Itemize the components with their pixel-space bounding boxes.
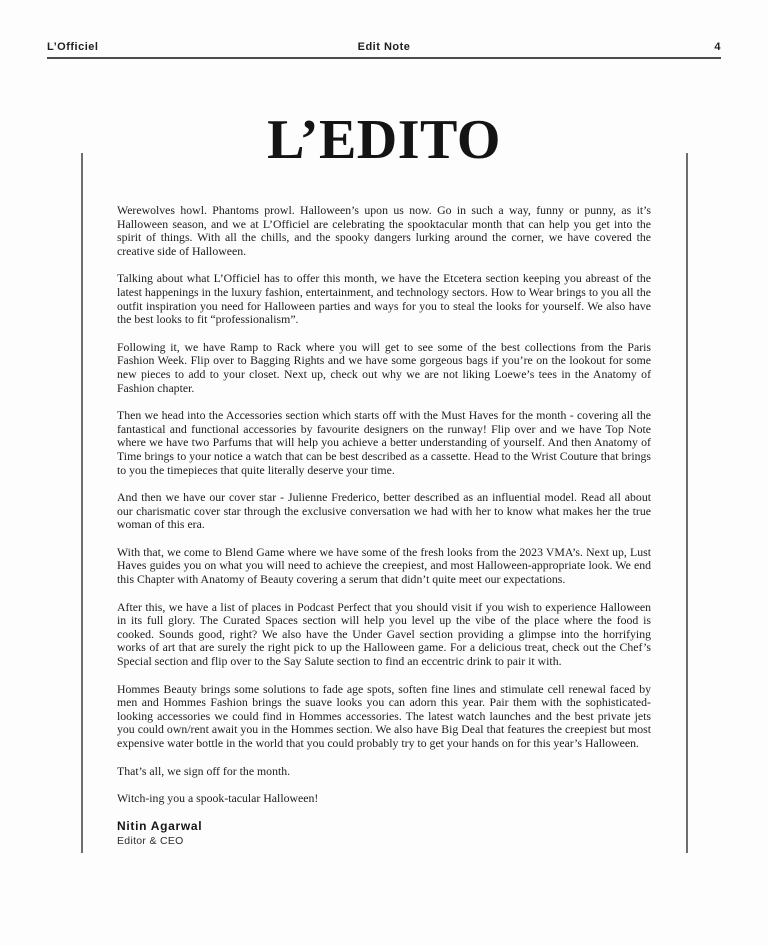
signoff-line: Witch-ing you a spook-tacular Halloween! (117, 791, 319, 806)
body-paragraph: After this, we have a list of places in Podcast Perfect that you should visit if you wish to experience Halloween in its full glory. The Curated Spaces section will help you level up the vibe of the place where the food is cooked. Sounds good, right? We also have the Under Gavel section providing a glimpse into the horrifying works of art that are surely the right pick to up the Halloween game. For a delicious treat, check out the Chef’s Special section and flip over to the Say Salute section to find an eccentric drink to pair it with. (117, 599, 651, 669)
editorial-body (117, 204, 651, 849)
body-paragraph: With that, we come to Blend Game where we have some of the fresh looks from the 2023 VMA’s. Next up, Lust Haves guides you on what you will need to achieve the creepiest, and most Halloween-appropriate look. We end this Chapter with Anatomy of Beauty covering a serum that didn’t quite meet our expectations. (117, 544, 651, 587)
signoff-line: That’s all, we sign off for the month. (117, 763, 291, 778)
section-label: Edit Note (357, 41, 411, 53)
page-title: L’EDITO (267, 109, 501, 171)
body-paragraph: Following it, we have Ramp to Rack where you will get to see some of the best collections from the Paris Fashion Week. Flip over to Bagging Rights and we have some gorgeous bags if you’re on the lookout for some new pieces to add to your closet. Next up, check out why we are not liking Loewe’s tees in the Anatomy of Fashion chapter. (117, 339, 651, 395)
signature-block (117, 820, 651, 849)
body-paragraph: Hommes Beauty brings some solutions to fade age spots, soften fine lines and stimulate cell renewal faced by men and Hommes Fashion brings the suave looks you can adorn this year. Pair them with the sophisticated-looking accessories we could find in Hommes accessories. The latest watch launches and the best private jets you could own/rent await you in the Hommes section. We also have Big Deal that features the creepiest but most expensive water bottle in the world that you could probably try to get your hands on for this year’s Halloween. (117, 681, 651, 750)
signature-name: Nitin Agarwal (117, 818, 203, 833)
body-paragraph: Werewolves howl. Phantoms prowl. Halloween’s upon us now. Go in such a way, funny or punny, as it’s Halloween season, and we at L’Officiel are celebrating the spooktacular month that can help you get into the spirit of things. With all the chills, and the spooky dangers lurking around the corner, we have covered the creative side of Halloween. (117, 203, 651, 258)
left-frame-rule (81, 153, 83, 853)
page-number: 4 (714, 41, 721, 53)
brand-label: L’Officiel (47, 41, 99, 53)
body-paragraph: Then we head into the Accessories section which starts off with the Must Haves for the month - covering all the fantastical and functional accessories by favourite designers on the runway! Flip over and we have Top Note where we have two Parfums that will help you achieve a better understanding of yourself. And then Anatomy of Time brings to your notice a watch that can be best described as a cassette. Head to the Wrist Couture that brings to you the timepieces that quite literally deserve your time. (117, 408, 651, 477)
right-frame-rule (686, 153, 688, 853)
body-paragraph: And then we have our cover star - Julienne Frederico, better described as an influential model. Read all about our charismatic cover star through the exclusive conversation we had with her to know what makes her the true woman of this era. (117, 490, 651, 532)
header-rule (47, 57, 721, 59)
body-paragraph: Talking about what L’Officiel has to offer this month, we have the Etcetera section keeping you abreast of the latest happenings in the luxury fashion, entertainment, and technology sectors. How to Wear brings to you all the outfit inspiration you need for Halloween parties and ways for you to steal the looks for yourself. We also have the best looks to fit “professionalism”. (117, 271, 651, 327)
signature-role: Editor & CEO (117, 835, 184, 848)
